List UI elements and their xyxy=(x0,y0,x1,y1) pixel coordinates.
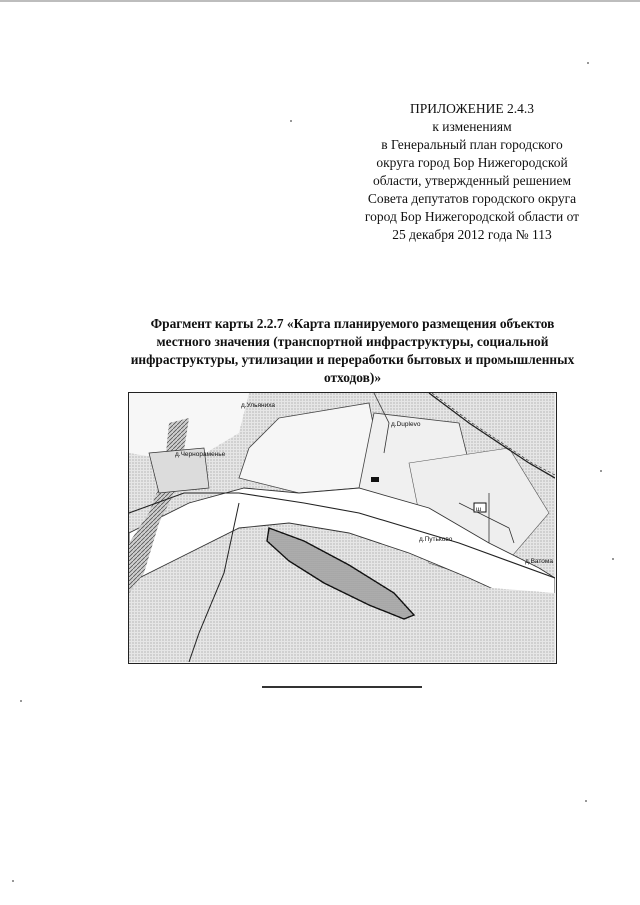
scan-speck xyxy=(290,120,292,122)
title-line: отходов)» xyxy=(323,370,382,385)
map-label-duplevo: д.Duplevo xyxy=(391,421,421,428)
annex-header xyxy=(322,100,622,244)
annex-line: город Бор Нижегородской области от xyxy=(364,209,580,224)
terrain-area xyxy=(409,583,555,662)
annex-line: области, утвержденный решением xyxy=(373,173,571,188)
building-marker xyxy=(371,477,379,482)
title-line: инфраструктуры, утилизации и переработки бытовых и промышленных xyxy=(130,352,575,367)
scan-speck xyxy=(585,800,587,802)
map-label-putkovo: д.Путьково xyxy=(419,536,453,543)
annex-line: Совета депутатов городского округа xyxy=(367,191,577,206)
title-line: местного значения (транспортной инфраструктуры, социальной xyxy=(156,334,549,349)
top-edge-line xyxy=(0,0,640,2)
annex-line: 25 декабря 2012 года № 113 xyxy=(392,227,552,242)
scan-speck xyxy=(12,880,14,882)
map-label-chernoramenye: д.Чернораменье xyxy=(175,451,226,458)
map-label-ulyanikha: д.Ульяниха xyxy=(241,402,276,409)
annex-line: к изменениям xyxy=(432,119,512,134)
closing-rule xyxy=(262,686,422,688)
annex-line: в Генеральный план городского xyxy=(381,137,563,152)
annex-line: ПРИЛОЖЕНИЕ 2.4.3 xyxy=(409,101,535,116)
map-drawing xyxy=(129,393,555,662)
scan-speck xyxy=(612,558,614,560)
title-line: Фрагмент карты 2.2.7 «Карта планируемого размещения объектов xyxy=(150,316,555,331)
map-label-vatoma: д.Ватома xyxy=(525,558,554,565)
annex-line: округа город Бор Нижегородской xyxy=(376,155,568,170)
document-title xyxy=(110,315,595,387)
map-fragment xyxy=(128,392,557,664)
scan-speck xyxy=(587,62,589,64)
scan-speck xyxy=(600,470,602,472)
scan-speck xyxy=(20,700,22,702)
map-label-school: ш xyxy=(476,506,482,513)
